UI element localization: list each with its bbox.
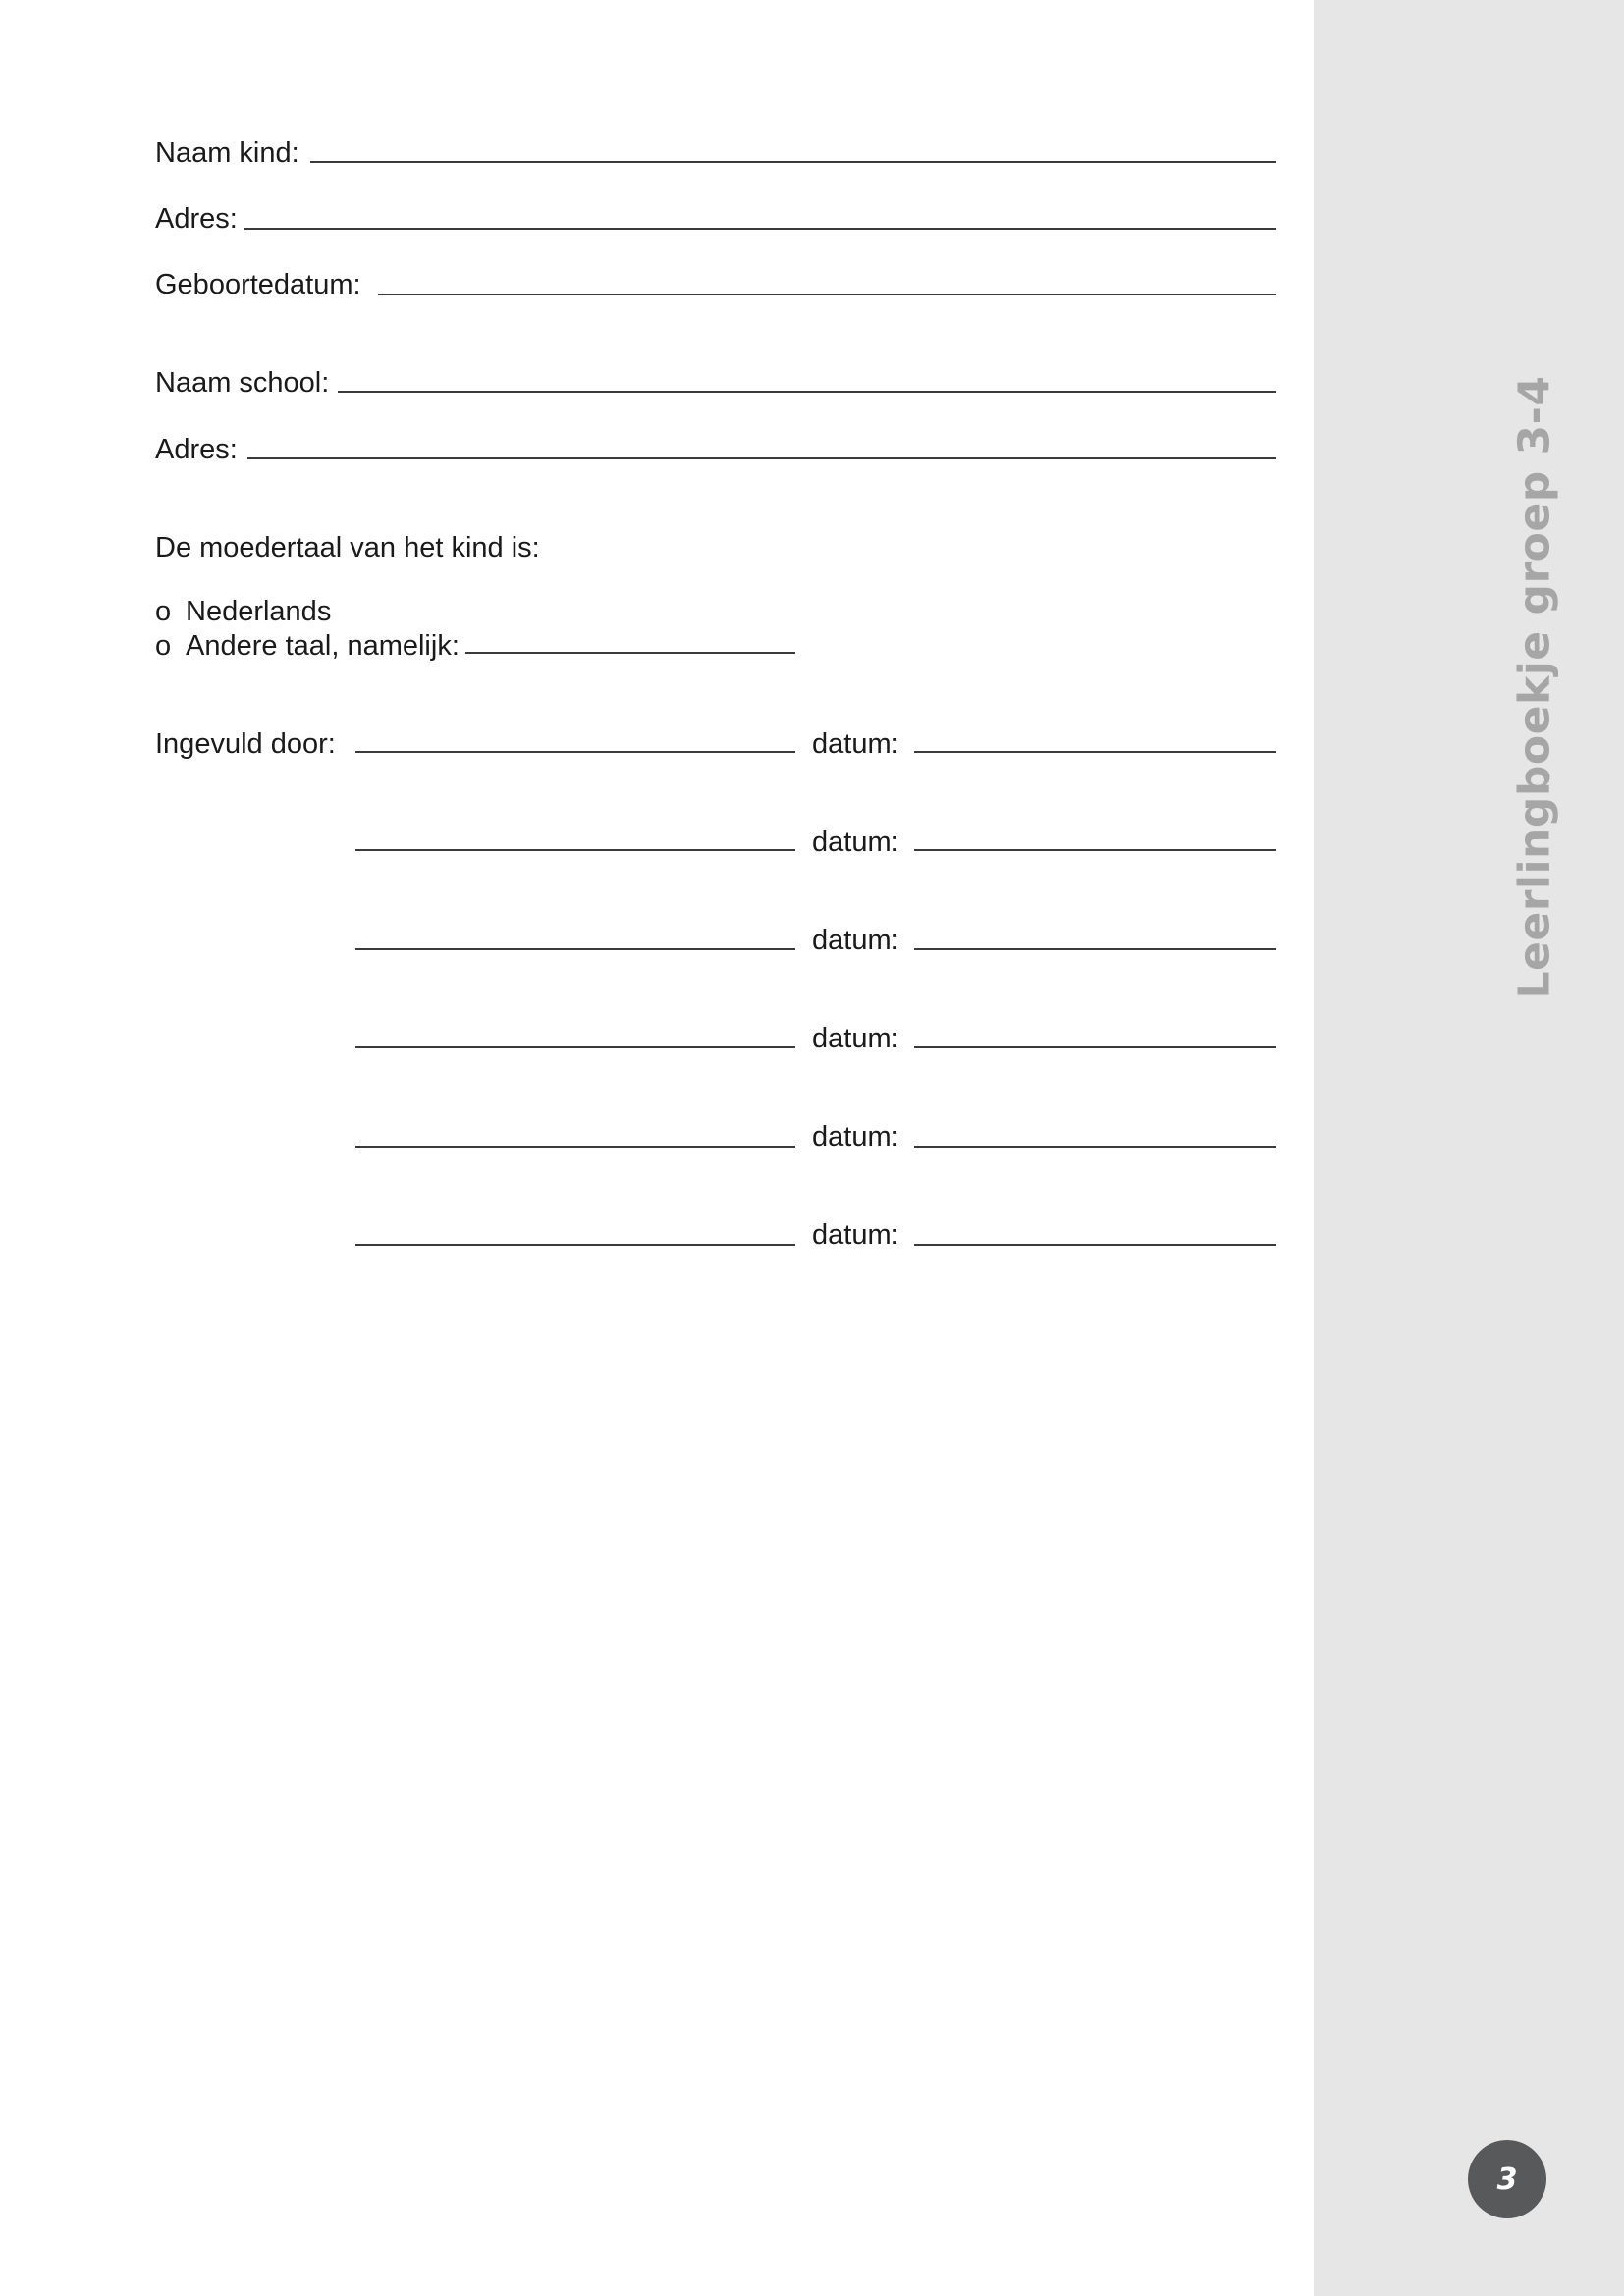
child-name-label: Naam kind:	[155, 137, 299, 169]
child-address-label: Adres:	[155, 203, 238, 235]
sidebar-title: Leerlingboekje groep 3-4	[1509, 375, 1560, 999]
date-label: datum:	[812, 925, 899, 956]
school-address-field[interactable]	[247, 457, 1276, 459]
date-label: datum:	[812, 1023, 899, 1054]
page-number-badge: 3	[1468, 2140, 1546, 2218]
birthdate-field[interactable]	[378, 294, 1276, 295]
date-field[interactable]	[914, 948, 1276, 950]
other-language-field[interactable]	[465, 652, 795, 654]
date-label: datum:	[812, 1121, 899, 1152]
child-address-field[interactable]	[244, 228, 1276, 230]
filled-by-name-field[interactable]	[355, 1146, 795, 1148]
date-field[interactable]	[914, 751, 1276, 753]
date-label: datum:	[812, 1219, 899, 1251]
filled-by-name-field[interactable]	[355, 1244, 795, 1246]
date-field[interactable]	[914, 1244, 1276, 1246]
sidebar-band	[1314, 0, 1624, 2296]
date-label: datum:	[812, 827, 899, 858]
filled-by-name-field[interactable]	[355, 751, 795, 753]
child-name-field[interactable]	[310, 161, 1276, 163]
option-label-other: Andere taal, namelijk:	[186, 630, 460, 662]
birthdate-label: Geboortedatum:	[155, 269, 361, 300]
filled-by-name-field[interactable]	[355, 948, 795, 950]
filled-by-label: Ingevuld door:	[155, 728, 336, 760]
date-field[interactable]	[914, 849, 1276, 851]
filled-by-name-field[interactable]	[355, 1046, 795, 1048]
school-address-label: Adres:	[155, 434, 238, 465]
option-label-dutch: Nederlands	[186, 596, 332, 627]
school-name-label: Naam school:	[155, 367, 330, 399]
filled-by-name-field[interactable]	[355, 849, 795, 851]
mother-tongue-question: De moedertaal van het kind is:	[155, 532, 540, 563]
date-field[interactable]	[914, 1046, 1276, 1048]
option-marker-other[interactable]: o	[155, 630, 172, 662]
date-label: datum:	[812, 728, 899, 760]
date-field[interactable]	[914, 1146, 1276, 1148]
school-name-field[interactable]	[338, 391, 1276, 393]
option-marker-dutch[interactable]: o	[155, 596, 172, 627]
